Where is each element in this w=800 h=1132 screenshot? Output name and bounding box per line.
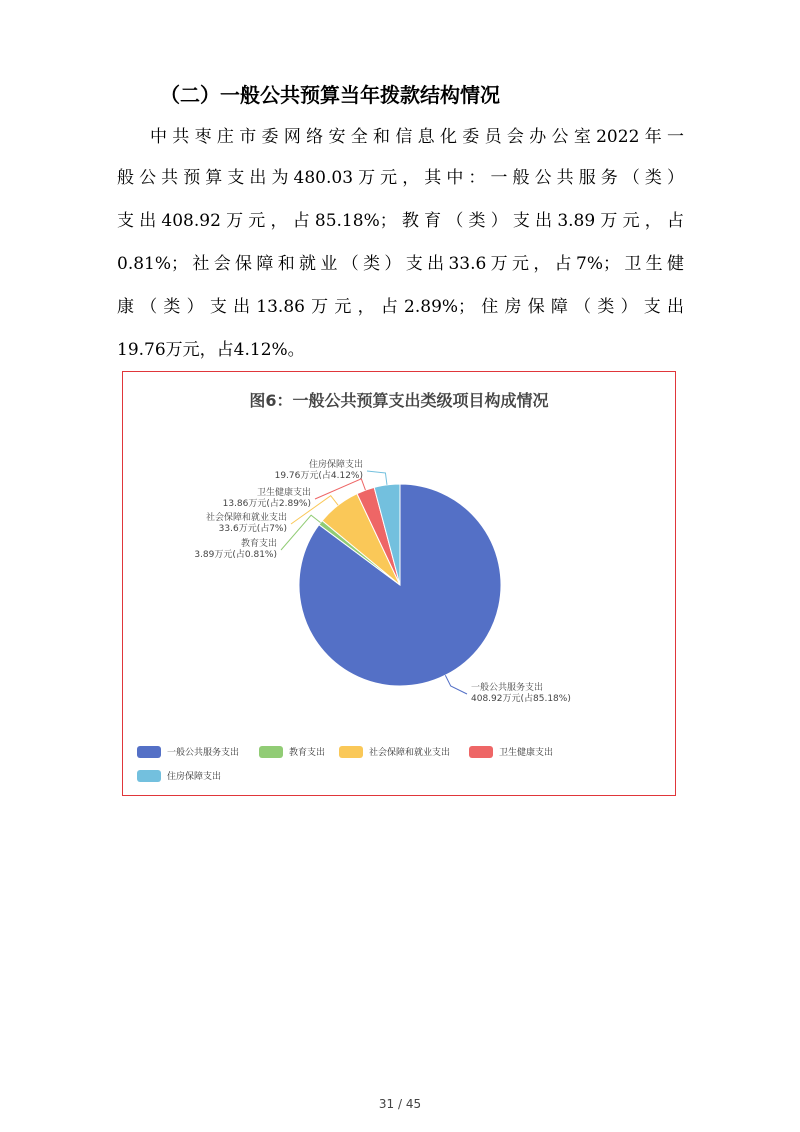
section-heading: （二）一般公共预算当年拨款结构情况 <box>160 83 500 107</box>
chart-frame <box>122 371 676 796</box>
body-text-line: 般公共预算支出为480.03万元，其中：一般公共服务（类） <box>117 168 684 188</box>
legend-label: 住房保障支出 <box>167 772 222 782</box>
body-text-line: 19.76万元，占4.12%。 <box>117 340 305 360</box>
leader-line-housing <box>367 471 387 485</box>
slice-label-value: 408.92万元(占85.18%) <box>471 694 571 704</box>
legend-item-health[interactable] <box>469 745 553 758</box>
legend-swatch <box>339 746 363 758</box>
legend-swatch <box>259 746 283 758</box>
body-text-line: 0.81%；社会保障和就业（类）支出33.6万元，占7%；卫生健 <box>117 254 684 274</box>
slice-label-name: 一般公共服务支出 <box>471 683 544 693</box>
slice-label-name: 卫生健康支出 <box>256 488 311 498</box>
legend-item-housing[interactable] <box>137 769 221 782</box>
slice-label-name: 教育支出 <box>240 539 277 549</box>
legend-swatch <box>469 746 493 758</box>
body-text-line: 康（类）支出13.86万元，占2.89%；住房保障（类）支出 <box>117 297 684 317</box>
legend-item-social-security[interactable] <box>339 745 450 758</box>
page-number: 31 / 45 <box>378 1097 422 1111</box>
pie-chart <box>123 372 675 795</box>
chart-title: 图6：一般公共预算支出类级项目构成情况 <box>249 391 549 410</box>
legend-label: 卫生健康支出 <box>499 748 554 758</box>
body-text-line: 支出408.92万元，占85.18%；教育（类）支出3.89万元，占 <box>117 211 684 231</box>
legend-swatch <box>137 770 161 782</box>
slice-label-name: 住房保障支出 <box>308 460 363 470</box>
legend-item-general-services[interactable] <box>137 745 239 758</box>
body-text-line: 中共枣庄市委网络安全和信息化委员会办公室2022年一 <box>150 127 684 147</box>
slice-label-value: 3.89万元(占0.81%) <box>194 550 277 560</box>
slice-label-value: 19.76万元(占4.12%) <box>274 471 363 481</box>
leader-line-general-services <box>445 675 467 694</box>
legend-item-education[interactable] <box>259 745 325 758</box>
slice-label-value: 13.86万元(占2.89%) <box>222 499 311 509</box>
legend-swatch <box>137 746 161 758</box>
legend-label: 教育支出 <box>289 748 326 758</box>
slice-label-value: 33.6万元(占7%) <box>218 524 287 534</box>
slice-label-name: 社会保障和就业支出 <box>205 513 287 523</box>
legend-label: 一般公共服务支出 <box>167 748 240 758</box>
legend-label: 社会保障和就业支出 <box>369 748 451 758</box>
